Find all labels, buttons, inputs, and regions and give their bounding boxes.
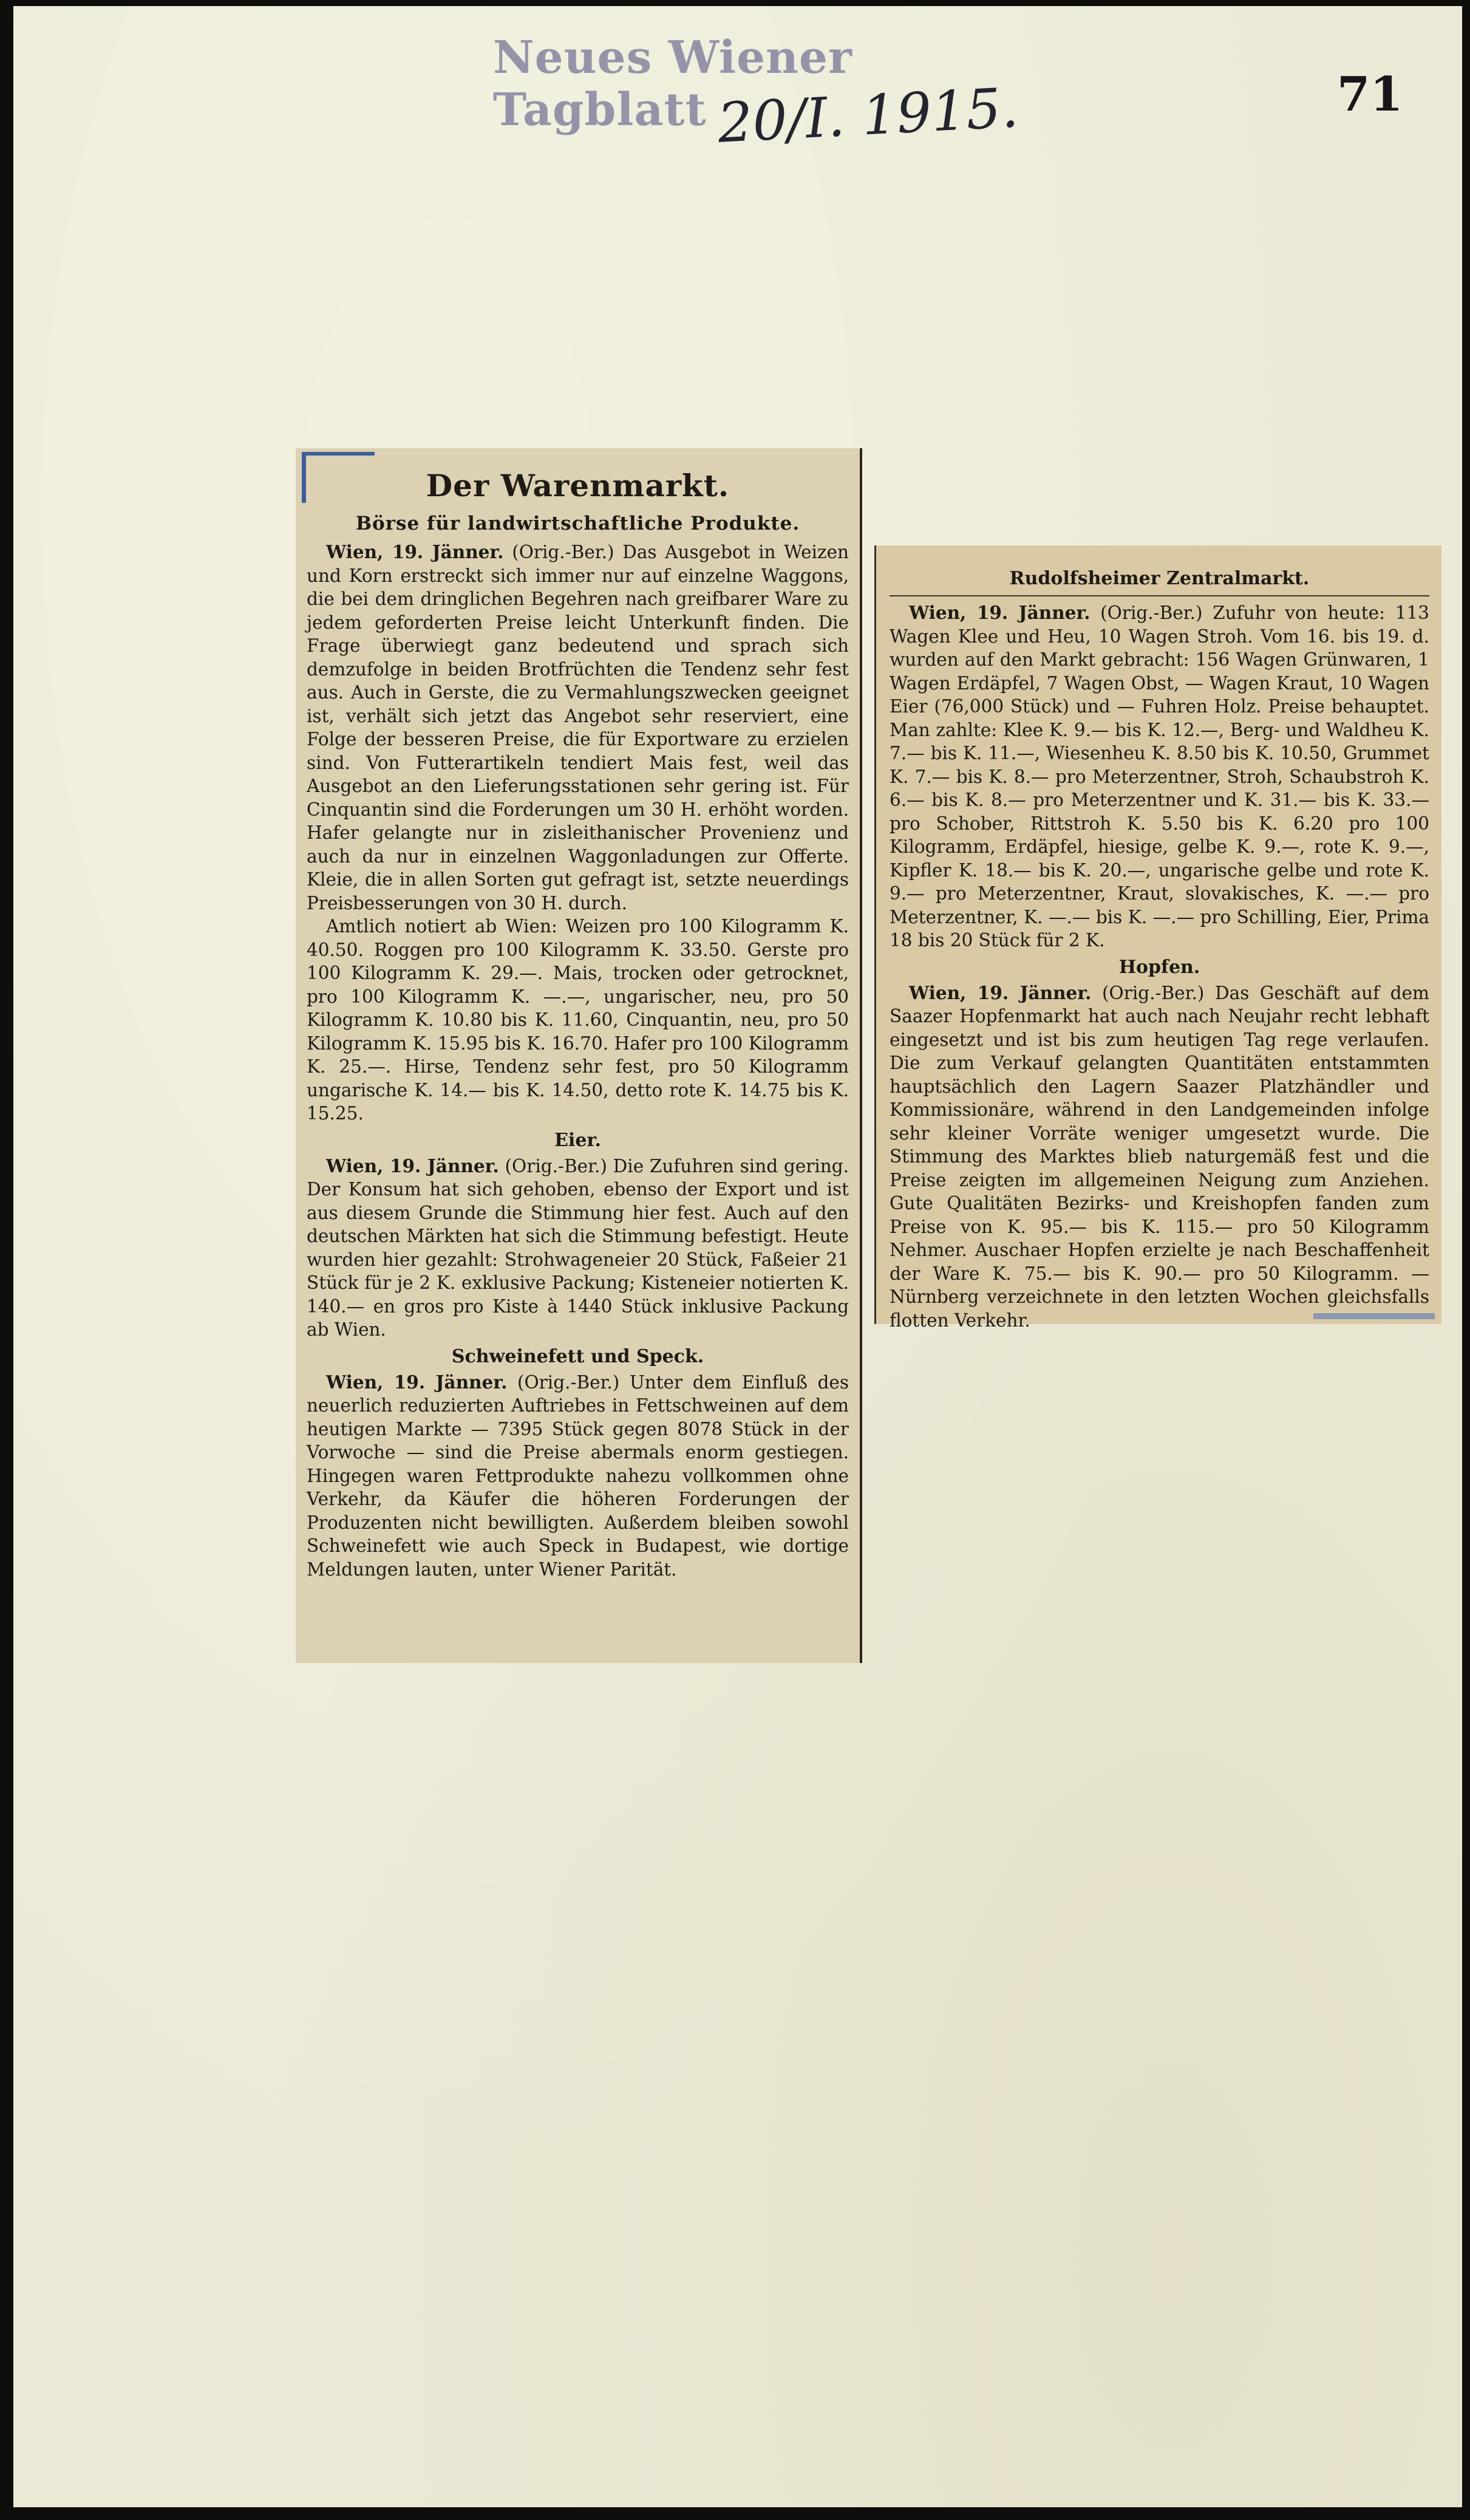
article-subtitle: Börse für landwirtschaftliche Produkte. [355, 513, 800, 534]
dateline: Wien, 19. Jänner. [909, 602, 1091, 623]
paragraph-boerse [307, 541, 849, 915]
blue-pencil-mark-top [302, 452, 375, 456]
paragraph-text: (Orig.-Ber.) Zufuhr von heute: 113 Wagen Klee und Heu, 10 Wagen Stroh. Vom 16. bis 19. d. wurden auf den Markt gebracht: 156 Wagen Grünwaren, 1 Wagen Erdäpfel, 7 Wagen Obst, — Wagen Kraut, 10 Wagen Eier (76,000 Stück) und — Fuhren Holz. Preise behauptet. Man zahlte: Klee K. 9.— bis K. 12.—, Berg- und Waldheu K. 7.— bis K. 11.—, Wiesenheu K. 8.50 bis K. 10.50, Grummet K. 7.— bis K. 8.— pro Meterzentner, Stroh, Schaubstroh K. 6.— bis K. 8.— pro Meterzentner und K. 31.— bis K. 33.— pro Schober, Rittstroh K. 5.50 bis K. 6.20 pro 100 Kilogramm, Erdäpfel, hiesige, gelbe K. 9.—, rote K. 9.—, Kipfler K. 18.— bis K. 20.—, ungarische gelbe und rote K. 9.— pro Meterzentner, Kraut, slovakisches, K. —.— pro Meterzentner, K. —.— bis K. —.— pro Schilling, Eier, Prima 18 bis 20 Stück für 2 K. [890, 603, 1429, 951]
paragraph-zentralmarkt [890, 601, 1429, 952]
paragraph-hopfen [890, 982, 1429, 1333]
article-title-zentralmarkt: Rudolfsheimer Zentralmarkt. [1009, 568, 1310, 589]
article-title: Der Warenmarkt. [426, 468, 730, 504]
archive-sheet [13, 6, 1462, 2507]
title-rule [890, 595, 1429, 596]
dateline: Wien, 19. Jänner. [909, 982, 1092, 1003]
dateline: Wien, 19. Jänner. [326, 1155, 499, 1176]
page-number: 71 [1337, 67, 1403, 122]
newspaper-stamp: Neues Wiener Tagblatt [493, 32, 852, 136]
paragraph-text: (Orig.-Ber.) Unter dem Einfluß des neuerlich reduzierten Auftriebes in Fettschweinen auf dem heutigen Markte — 7395 Stück gegen 8078 Stück in der Vorwoche — sind die Preise abermals enorm gestiegen. Hingegen waren Fettprodukte nahezu vollkommen ohne Verkehr, da Käufer die höheren Forderungen der Produzenten nicht bewilligten. Außerdem bleiben sowohl Schweinefett wie auch Speck in Budapest, wie dortige Meldungen lauten, unter Wiener Parität. [307, 1371, 849, 1580]
paragraph-eier [307, 1155, 849, 1342]
paragraph-notierungen: Amtlich notiert ab Wien: Weizen pro 100 Kilogramm K. 40.50. Roggen pro 100 Kilogramm K. 33.50. Gerste pro 100 Kilogramm K. 29.—. Mais, trocken oder getrocknet, pro 100 Kilogramm K. —.—, ungarischer, neu, pro 50 Kilogramm K. 10.80 bis K. 11.60, Cinquantin, neu, pro 50 Kilogramm K. 15.95 bis K. 16.70. Hafer pro 100 Kilogramm K. 25.—. Hirse, Tendenz sehr fest, pro 50 Kilogramm ungarische K. 14.— bis K. 14.50, detto rote K. 14.75 bis K. 15.25. [307, 916, 849, 1124]
paragraph-text: (Orig.-Ber.) Das Ausgebot in Weizen und Korn erstreckt sich immer nur auf einzelne Waggons, die bei dem dringlichen Begehren nach greifbarer Ware zu jedem geforderten Preise leicht Unterkunft finden. Die Frage überwiegt ganz bedeutend und sprach sich demzufolge in beiden Brotfrüchten die Tendenz sehr fest aus. Auch in Gerste, die zu Vermahlungszwecken geeignet ist, verhält sich jetzt das Angebot sehr reserviert, eine Folge der besseren Preise, die für Exportware zu erzielen sind. Von Futterartikeln tendiert Mais fest, weil das Ausgebot an den Lieferungsstationen sehr gering ist. Für Cinquantin sind die Forderungen um 30 H. erhöht worden. Hafer gelangte nur in zisleithanischer Provenienz und auch da nur in einzelnen Waggonladungen zur Offerte. Kleie, die in allen Sorten gut gefragt ist, setzte neuerdings Preisbesserungen von 30 H. durch. [307, 542, 849, 913]
paragraph-schweinefett [307, 1371, 849, 1582]
blue-pencil-mark [1313, 1313, 1435, 1319]
section-heading-eier: Eier. [554, 1129, 601, 1151]
clipping-warenmarkt [296, 448, 862, 1663]
handwritten-date: 20/I. 1915. [716, 76, 1020, 155]
dateline: Wien, 19. Jänner. [326, 541, 504, 562]
blue-pencil-mark [302, 452, 306, 503]
section-heading-hopfen: Hopfen. [1118, 956, 1200, 978]
section-heading-schweinefett: Schweinefett und Speck. [451, 1345, 704, 1367]
paragraph-text: (Orig.-Ber.) Das Geschäft auf dem Saazer Hopfenmarkt hat auch nach Neujahr recht lebhaft eingesetzt und ist bis zum heutigen Tag rege verlaufen. Die zum Verkauf gelangten Quantitäten entstammten hauptsächlich den Lagern Saazer Platzhändler und Kommissionäre, während in den Landgemeinden infolge sehr kleiner Vorräte weniger umgesetzt wurde. Die Stimmung des Marktes blieb naturgemäß fest und die Preise zeigten im allgemeinen Neigung zum Anziehen. Gute Qualitäten Bezirks- und Kreishopfen fanden zum Preise von K. 95.— bis K. 115.— pro 50 Kilogramm Nehmer. Auschaer Hopfen erzielte je nach Beschaffenheit der Ware K. 75.— bis K. 90.— pro 50 Kilogramm. — Nürnberg verzeichnete in den letzten Wochen gleichsfalls flotten Verkehr. [890, 982, 1429, 1331]
dateline: Wien, 19. Jänner. [326, 1371, 508, 1393]
clipping-zentralmarkt [874, 545, 1441, 1331]
paragraph-text: (Orig.-Ber.) Die Zufuhren sind gering. Der Konsum hat sich gehoben, ebenso der Export und ist aus diesem Grunde die Stimmung hier fest. Auch auf den deutschen Märkten hat sich die Stimmung befestigt. Heute wurden hier gezahlt: Strohwageneier 20 Stück, Faßeier 21 Stück für je 2 K. exklusive Packung; Kisteneier notierten K. 140.— en gros pro Kiste à 1440 Stück inklusive Packung ab Wien. [307, 1155, 849, 1340]
